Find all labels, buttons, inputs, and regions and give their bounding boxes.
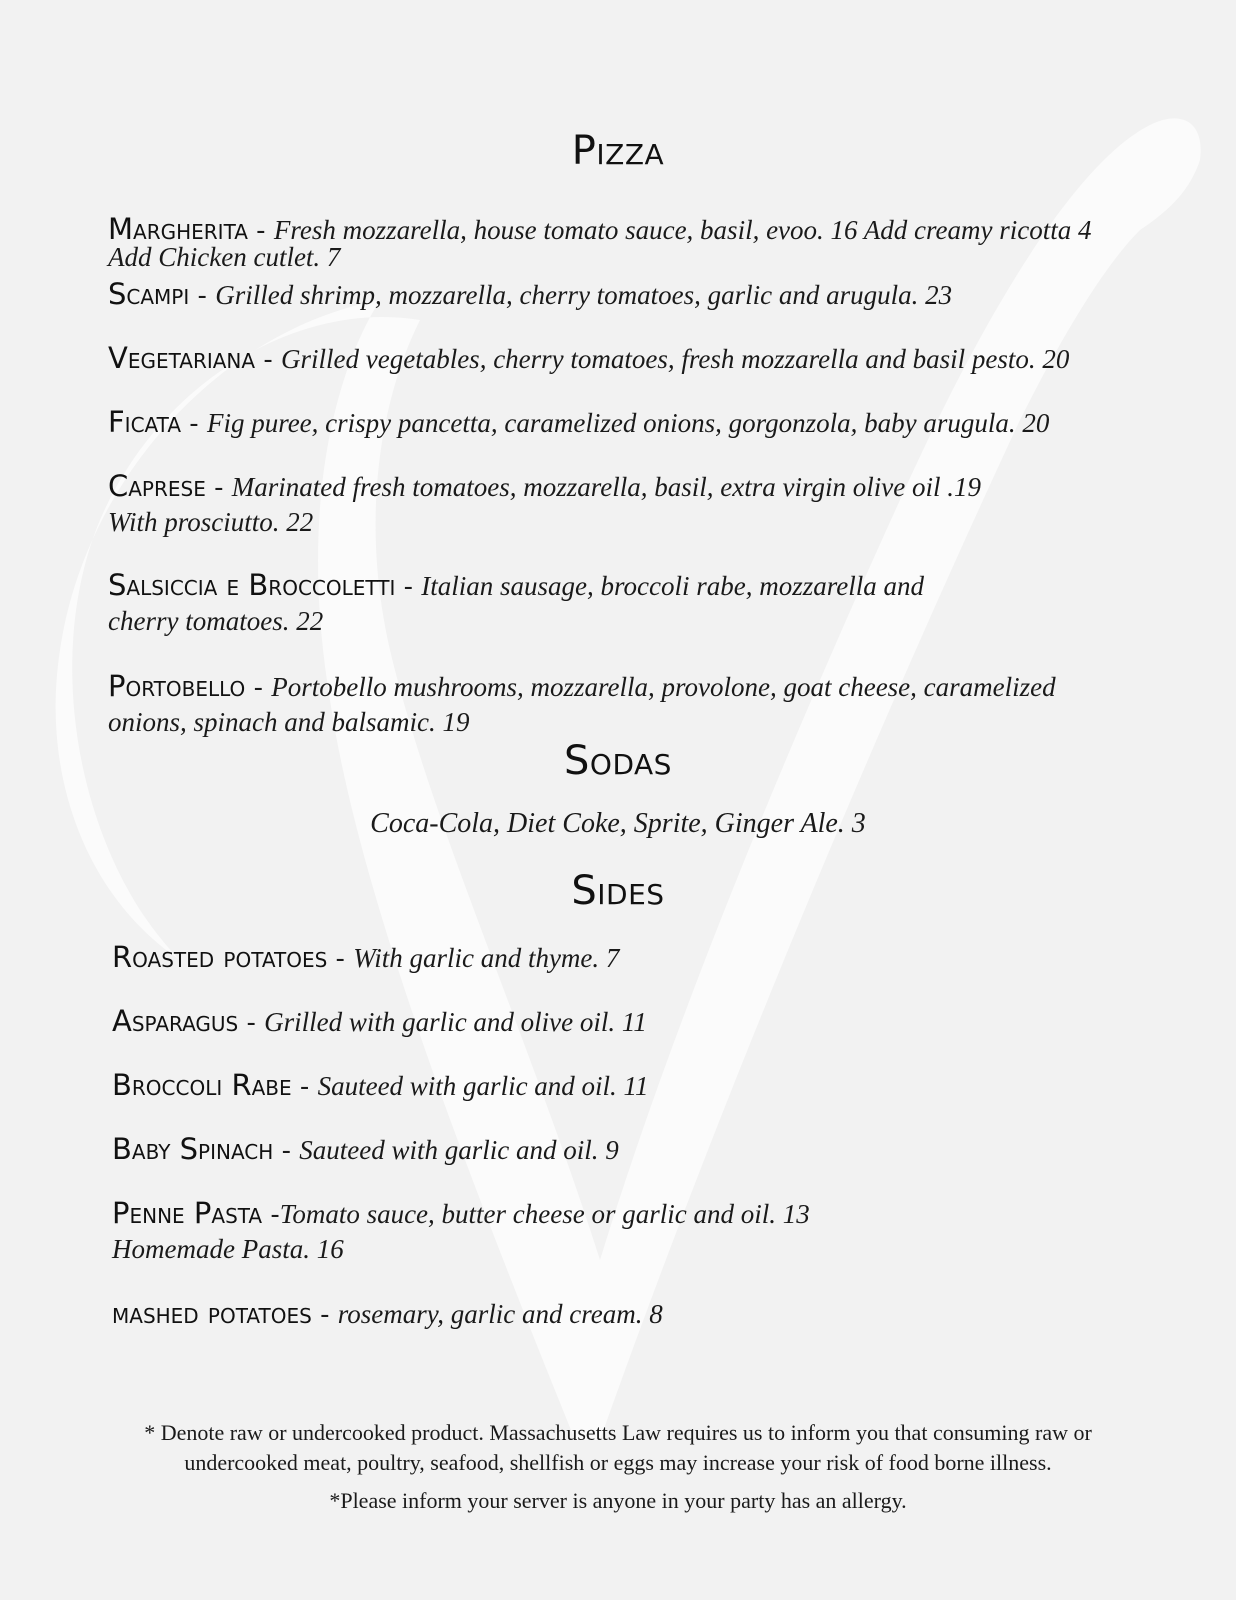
item-description: Fresh mozzarella, house tomato sauce, basil, evoo. 16 Add creamy ricotta 4	[273, 215, 1092, 245]
menu-item-roasted-potatoes: Roasted potatoes - With garlic and thyme. 7	[112, 940, 620, 974]
item-name: Salsiccia e Broccoletti	[108, 568, 396, 602]
item-name: Portobello	[108, 669, 246, 703]
menu-item-penne-pasta: Penne Pasta -Tomato sauce, butter cheese or garlic and oil. 13 Homemade Pasta. 16	[112, 1196, 810, 1264]
item-extra: With prosciutto. 22	[108, 507, 314, 537]
item-description: Italian sausage, broccoli rabe, mozzarella and	[421, 571, 925, 601]
menu-item-caprese: Caprese - Marinated fresh tomatoes, mozzarella, basil, extra virgin olive oil .19 With prosciutto. 22	[108, 469, 981, 537]
item-name: Broccoli Rabe	[112, 1068, 292, 1102]
item-extra: onions, spinach and balsamic. 19	[108, 707, 470, 737]
allergy-disclaimer	[100, 1418, 1136, 1516]
menu-item-salsiccia: Salsiccia e Broccoletti - Italian sausage, broccoli rabe, mozzarella and cherry tomatoes. 22	[108, 568, 925, 636]
menu-item-baby-spinach: Baby Spinach - Sauteed with garlic and oil. 9	[112, 1132, 619, 1166]
item-description: Fig puree, crispy pancetta, caramelized onions, gorgonzola, baby arugula. 20	[206, 408, 1050, 438]
item-extra: cherry tomatoes. 22	[108, 606, 324, 636]
item-name: Ficata	[108, 405, 182, 439]
item-name: Vegetariana	[108, 341, 256, 375]
menu-item-ficata: Ficata - Fig puree, crispy pancetta, caramelized onions, gorgonzola, baby arugula. 20	[108, 405, 1050, 439]
menu-item-vegetariana: Vegetariana - Grilled vegetables, cherry tomatoes, fresh mozzarella and basil pesto. 20	[108, 341, 1070, 375]
sodas-list: Coca-Cola, Diet Coke, Sprite, Ginger Ale. 3	[370, 808, 866, 839]
item-extra: Homemade Pasta. 16	[112, 1234, 344, 1264]
item-name: Caprese	[108, 469, 206, 503]
menu-item-broccoli-rabe: Broccoli Rabe - Sauteed with garlic and oil. 11	[112, 1068, 649, 1102]
menu-item-portobello: Portobello - Portobello mushrooms, mozzarella, provolone, goat cheese, caramelized onions, spinach and balsamic. 19	[108, 669, 1056, 737]
menu-item-mashed-potatoes: mashed potatoes - rosemary, garlic and cream. 8	[112, 1296, 663, 1330]
item-description: Marinated fresh tomatoes, mozzarella, basil, extra virgin olive oil .19	[231, 472, 981, 502]
item-name: Margherita	[108, 212, 248, 246]
item-name: mashed potatoes	[112, 1296, 312, 1330]
item-name: Scampi	[108, 277, 190, 311]
disclaimer-line-2: undercooked meat, poultry, seafood, shellfish or eggs may increase your risk of food borne illness.	[184, 1450, 1052, 1475]
item-description: Tomato sauce, butter cheese or garlic and oil. 13	[279, 1199, 810, 1229]
disclaimer-line-1: * Denote raw or undercooked product. Massachusetts Law requires us to inform you that consuming raw or	[144, 1420, 1092, 1445]
item-description: Sauteed with garlic and oil. 11	[317, 1071, 649, 1101]
sides-section-title: Sides	[571, 868, 665, 914]
menu-item-scampi: Scampi - Grilled shrimp, mozzarella, cherry tomatoes, garlic and arugula. 23	[108, 277, 953, 311]
allergy-notice: *Please inform your server is anyone in your party has an allergy.	[329, 1488, 907, 1513]
item-name: Roasted potatoes	[112, 940, 328, 974]
item-description: With garlic and thyme. 7	[353, 943, 620, 973]
item-description: Sauteed with garlic and oil. 9	[299, 1135, 619, 1165]
item-description: Portobello mushrooms, mozzarella, provolone, goat cheese, caramelized	[271, 672, 1056, 702]
item-extra: Add Chicken cutlet. 7	[108, 242, 341, 272]
item-description: Grilled with garlic and olive oil. 11	[264, 1007, 647, 1037]
item-description: Grilled shrimp, mozzarella, cherry tomatoes, garlic and arugula. 23	[215, 280, 953, 310]
sodas-section-title: Sodas	[564, 738, 672, 784]
pizza-section-title: Pizza	[571, 128, 665, 174]
item-name: Asparagus	[112, 1004, 239, 1038]
menu-item-margherita: Margherita - Fresh mozzarella, house tomato sauce, basil, evoo. 16 Add creamy ricotta 4 Add Chicken cutlet. 7	[108, 212, 1092, 272]
item-description: Grilled vegetables, cherry tomatoes, fresh mozzarella and basil pesto. 20	[281, 344, 1070, 374]
item-description: rosemary, garlic and cream. 8	[337, 1299, 663, 1329]
menu-item-asparagus: Asparagus - Grilled with garlic and olive oil. 11	[112, 1004, 647, 1038]
item-name: Penne Pasta	[112, 1196, 263, 1230]
item-name: Baby Spinach	[112, 1132, 274, 1166]
